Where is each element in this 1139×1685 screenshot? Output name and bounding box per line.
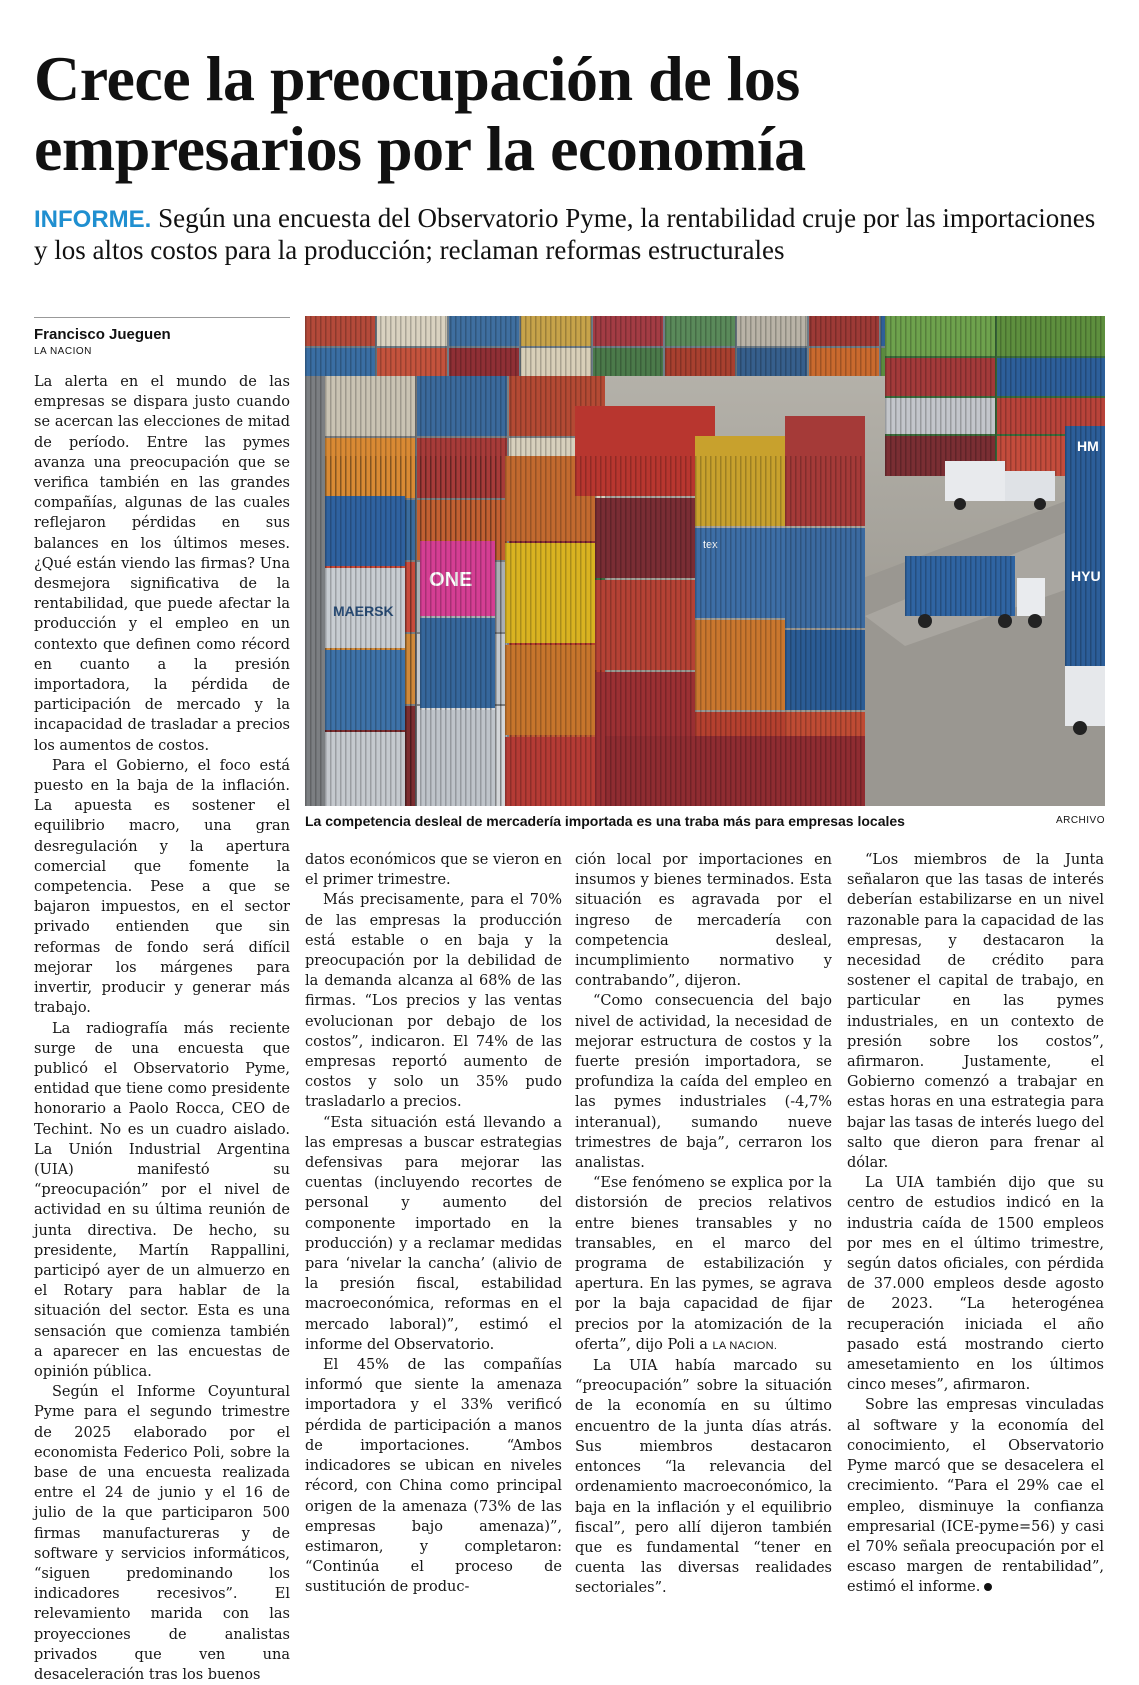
headline: Crece la preocupación de los empresarios por la economía <box>34 43 806 184</box>
paragraph: La UIA también dijo que su centro de estudios indicó en la industria caída de 1500 empleos por mes en el último trimestre, según datos oficiales, con pérdida de 37.000 empleos desde agosto de 2023. “La heterogénea recuperación iniciada el año pasado está mostrando cierto amesetamiento en los últimos cinco meses”, afirmaron. <box>847 1175 1104 1394</box>
body-column-1 <box>34 372 290 1685</box>
paragraph: Para el Gobierno, el foco está puesto en la baja de la inflación. La apuesta es sostener el equilibrio macro, una gran desregulación y la apertura comercial que fomente la competencia. Pese a que se bajaron impuestos, en el sector privado entienden que sin reformas de fondo será difícil mejorar los márgenes para invertir, producir y generar más trabajo. <box>34 757 290 1017</box>
paragraph: La radiografía más reciente surge de una encuesta que publicó el Observatorio Pyme, entidad que tiene como presidente honorario a Paolo Rocca, CEO de Techint. No es un cuadro aislado. La Unión Industrial Argentina (UIA) manifestó su “preocupación” por el nivel de actividad en su última reunión de junta directiva. De hecho, su presidente, Martín Rappallini, participó ayer de un almuerzo en el Rotary para hablar de la situación del sector. Esta es una sensación que comienza también a aparecer en las encuestas de opinión pública. <box>34 1020 291 1380</box>
body-column-3 <box>575 850 832 1599</box>
photo-caption <box>305 813 1105 829</box>
container-stacks-illustration <box>305 316 1105 806</box>
paragraph: “Como consecuencia del bajo nivel de actividad, la necesidad de mejorar estructura de costos y la fuerte presión importadora, se profundiza la caída del empleo en las pymes industriales (-4,7% interanual), sumando nueve trimestres de baja”, cerraron los analistas. <box>575 993 832 1172</box>
kicker: INFORME. <box>34 206 152 233</box>
end-mark-icon <box>984 1583 992 1591</box>
container-port-photo <box>305 316 1105 806</box>
outlet: LA NACION <box>34 346 92 357</box>
container-stack-center <box>325 406 865 806</box>
paragraph <box>575 1173 832 1356</box>
paragraph-text: Sobre las empresas vinculadas al software y la economía del conocimiento, el Observatorio Pyme marcó que se desacelera el crecimiento. “Para el 29% cae el empleo, disminuye la confianza empresarial (ICE-pyme=56) y casi el 70% señala preocupación por el escaso margen de rentabilidad”, estimó el informe. <box>847 1397 1104 1596</box>
deck <box>34 203 1114 266</box>
deck-text: Según una encuesta del Observatorio Pyme, la rentabilidad cruje por las importaciones y los altos costos para la producción; reclaman reformas estructurales <box>34 203 1096 265</box>
paragraph <box>847 1395 1104 1597</box>
body-column-4 <box>847 850 1104 1598</box>
paragraph: La UIA había marcado su “preocupación” sobre la situación de la economía en su último encuentro de la junta días atrás. Sus miembros destacaron entonces “la relevancia del ordenamiento macroeconómico, la baja en la inflación y el equilibrio fiscal”, pero allí dijeron también que es fundamental “tener en cuenta las diversas realidades sectoriales”. <box>575 1358 832 1597</box>
container-label: HM <box>1077 438 1099 454</box>
paragraph: Más precisamente, para el 70% de las empresas la producción está estable o en baja y la preocupación por la debilidad de la demanda alcanza al 68% de las firmas. “Los precios y las ventas evolucionan por debajo de los costos”, indicaron. El 74% de las empresas reportó aumento de costos y solo un 35% pudo trasladarlo a precios. <box>305 892 562 1111</box>
paragraph: El 45% de las compañías informó que siente la amenaza importadora y el 33% verificó pérdida de participación a manos de importaciones. “Ambos indicadores se ubican en niveles récord, con China como principal origen de la amenaza (73% de las empresas bajo amenaza)”, estimaron, y completaron: “Continúa el proceso de sustitución de produc- <box>305 1357 562 1596</box>
container-label: HYU <box>1071 568 1101 584</box>
author: Francisco Jueguen <box>34 326 171 343</box>
paragraph: datos económicos que se vieron en el primer trimestre. <box>305 852 562 889</box>
caption-text: La competencia desleal de mercadería importada es una traba más para empresas locales <box>305 813 905 829</box>
paragraph: La alerta en el mundo de las empresas se dispara justo cuando se acercan las elecciones de mitad de período. Entre las pymes avanza una preocupación que se verifica también en las grandes compañías, algunas de las cuales reflejaron pérdidas en sus balances en los últimos meses. ¿Qué están viendo las firmas? Una desmejora significativa de la rentabilidad, que puede afectar la producción y el empleo en un contexto que definen como récord en cuanto a la presión importadora, la pérdida de participación de mercado y la incapacidad de trasladar a precios los aumentos de costos. <box>34 374 290 754</box>
paragraph: “Los miembros de la Junta señalaron que las tasas de interés deberían estabilizarse en un nivel razonable para la capacidad de las empresas, y destacaron la necesidad de crédito para sostener el capital de trabajo, en particular en las pymes industriales, en un contexto de presión sobre los costos”, afirmaron. Justamente, el Gobierno comenzó a trabajar en estas horas en una estrategia para bajar las tasas de interés luego del salto que dieron para frenar al dólar. <box>847 852 1104 1172</box>
paragraph: ción local por importaciones en insumos y bienes terminados. Esta situación es agravada por el ingreso de mercadería con competencia desleal, incumplimiento normativo y contrabando”, dijeron. <box>575 852 832 990</box>
inline-outlet: LA NACION. <box>712 1339 778 1352</box>
body-column-2 <box>305 850 562 1598</box>
photo-credit: ARCHIVO <box>1055 815 1105 826</box>
paragraph: Según el Informe Coyuntural Pyme para el segundo trimestre de 2025 elaborado por el economista Federico Poli, sobre la base de una encuesta realizada entre el 24 de junio y el 16 de julio de la que participaron 500 firmas manufactureras y de software y servicios informáticos, “siguen predominando los indicadores recesivos”. El relevamiento marida con las proyecciones de analistas privados que ven una desaceleración tras los buenos <box>34 1384 290 1683</box>
paragraph-text: “Ese fenómeno se explica por la distorsión de precios relativos entre bienes transables y no transables, en el marco del programa de estabilización y apertura. En las pymes, se agrava por la baja capacidad de fijar precios por la atomización de la oferta”, dijo Poli a <box>575 1175 832 1353</box>
byline <box>34 317 290 357</box>
paragraph: “Esta situación está llevando a las empresas a buscar estrategias defensivas para mejorar las cuentas (incluyendo recortes de personal y aumento del componente importado en la producción) y a reclamar medidas para ‘nivelar la cancha’ (alivio de la presión fiscal, estabilidad macroeconómica, reformas en el mercado laboral)”, estimó el informe del Observatorio. <box>305 1114 562 1353</box>
